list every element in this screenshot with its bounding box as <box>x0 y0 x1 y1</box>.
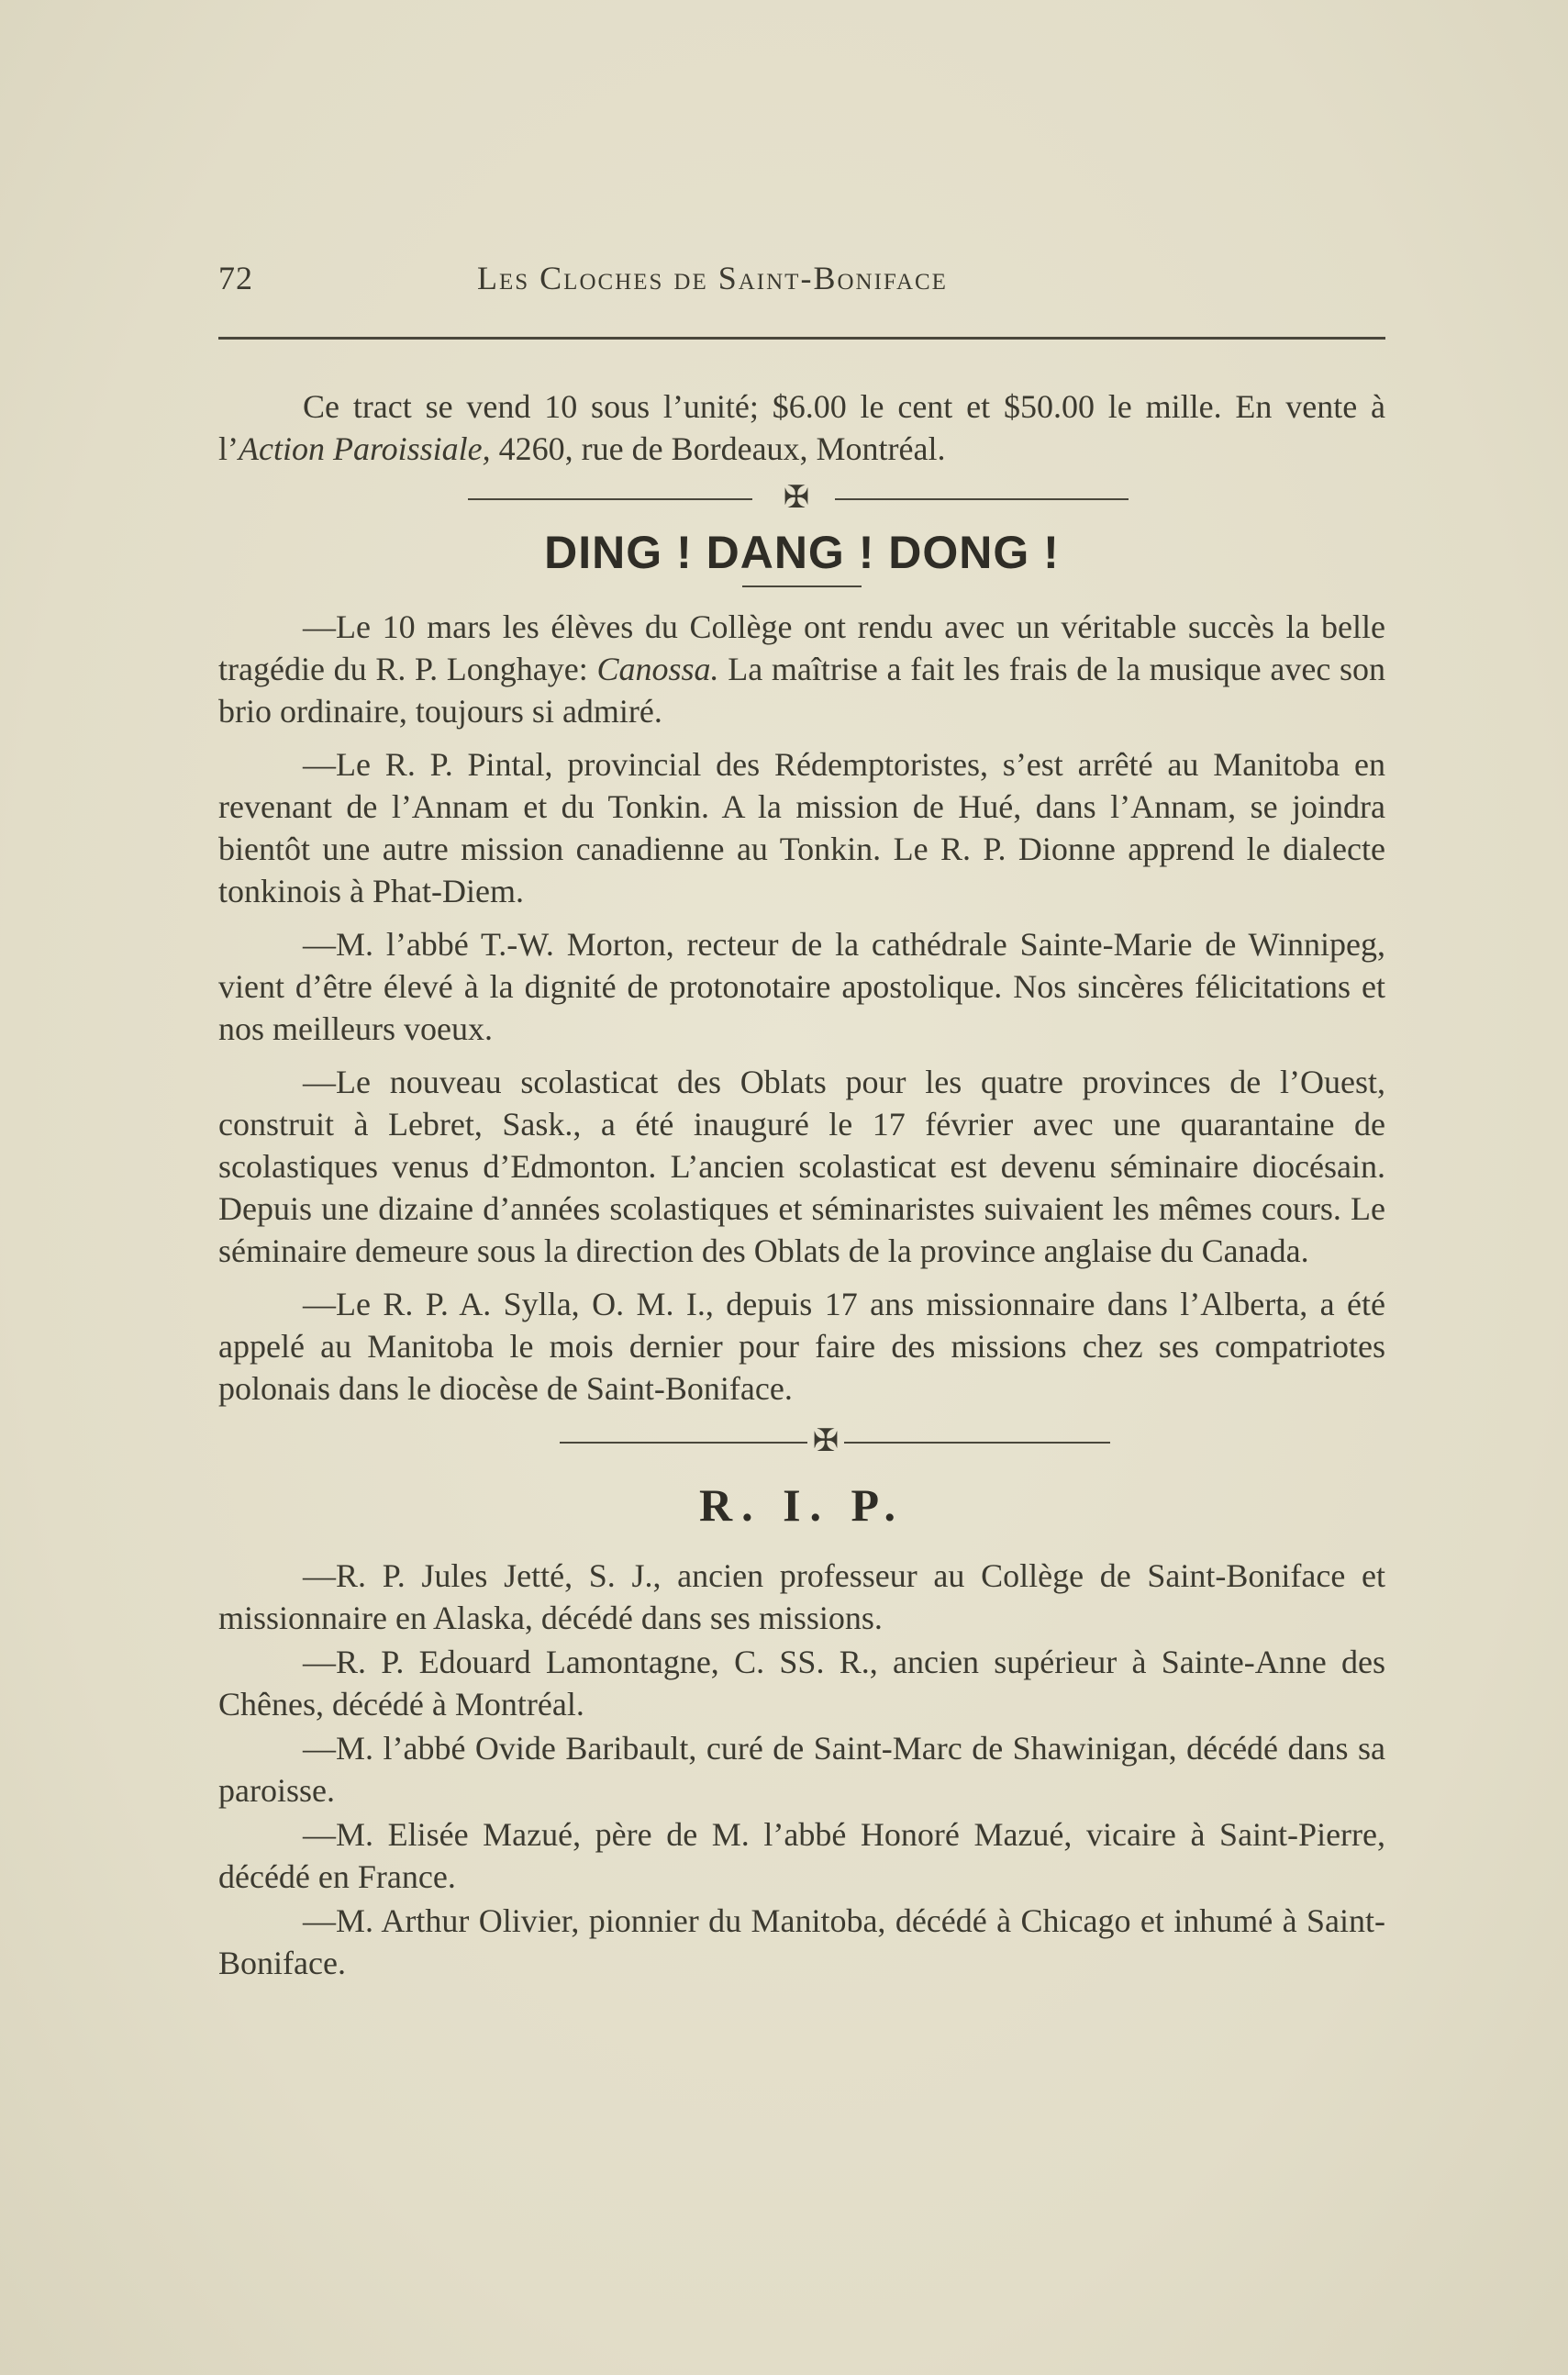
page-number: 72 <box>218 260 253 296</box>
cross-ornament-icon: ✠ <box>783 481 810 515</box>
obituary-entry: —M. Arthur Olivier, pionnier du Manitoba, décédé à Chicago et inhumé à Saint-Boniface. <box>218 1902 1385 1981</box>
play-title: Canossa. <box>596 651 719 687</box>
paragraph-text: —Le 10 mars les élèves du Collège ont rendu avec un véritable succès la belle tragédie du R. P. Longhaye: <box>218 608 1385 687</box>
intro-text-end: 4260, rue de Bordeaux, Montréal. <box>490 430 946 467</box>
obituary-entry: —R. P. Jules Jetté, S. J., ancien professeur au Collège de Saint-Boniface et missionnaire en Alaska, décédé dans ses missions. <box>218 1557 1385 1636</box>
section-divider <box>218 481 1385 516</box>
cross-ornament-icon: ✠ <box>812 1424 840 1458</box>
news-paragraph <box>218 923 1385 1050</box>
paragraph-text: —Le R. P. A. Sylla, O. M. I., depuis 17 ans missionnaire dans l’Alberta, a été appelé au Manitoba le mois dernier pour faire des missions chez ses compatriotes polonais dans le diocèse de Saint-Boniface. <box>218 1286 1385 1407</box>
running-title: Les Cloches de Saint-Boniface <box>477 260 948 296</box>
obituary-entry: —R. P. Edouard Lamontagne, C. SS. R., ancien supérieur à Sainte-Anne des Chênes, décédé à Montréal. <box>218 1644 1385 1723</box>
obituary-entry: —M. Elisée Mazué, père de M. l’abbé Honoré Mazué, vicaire à Saint-Pierre, décédé en France. <box>218 1816 1385 1895</box>
news-paragraph <box>218 1061 1385 1272</box>
intro-text: Ce tract se vend 10 sous l’unité; $6.00 le cent et $50.00 le mille. En vente à l’ <box>218 388 1385 467</box>
divider-line <box>560 1442 807 1444</box>
divider-line <box>835 498 1129 500</box>
page-content <box>218 385 1385 1986</box>
news-paragraph <box>218 1283 1385 1410</box>
news-paragraph <box>218 743 1385 912</box>
section-divider <box>218 1424 1385 1459</box>
intro-italic: Action Paroissiale, <box>239 430 491 467</box>
title-underline <box>742 585 862 587</box>
header-rule <box>218 337 1385 340</box>
divider-line <box>468 498 752 500</box>
paragraph-text: La maîtrise a fait les frais de la musique avec son brio ordinaire, toujours si admiré. <box>218 651 1386 730</box>
news-paragraph <box>218 606 1385 732</box>
spacer <box>218 1533 1385 1555</box>
section-title-ding-dang-dong: DING ! DANG ! DONG ! <box>544 527 1060 578</box>
divider-line <box>844 1442 1110 1444</box>
paragraph-text: —M. l’abbé T.-W. Morton, recteur de la cathédrale Sainte-Marie de Winnipeg, vient d’être élevé à la dignité de protonotaire apostolique. Nos sincères félicitations et nos meilleurs voeux. <box>218 926 1385 1047</box>
paragraph-text: —Le R. P. Pintal, provincial des Rédemptoristes, s’est arrêté au Manitoba en revenant de l’Annam et du Tonkin. A la mission de Hué, dans l’Annam, se joindra bientôt une autre mission canadienne au Tonkin. Le R. P. Dionne apprend le dialecte tonkinois à Phat-Diem. <box>218 746 1385 909</box>
intro-paragraph <box>218 385 1385 470</box>
obituary-entry: —M. l’abbé Ovide Baribault, curé de Saint-Marc de Shawinigan, décédé dans sa paroisse. <box>218 1730 1385 1809</box>
section-title-rip: R. I. P. <box>698 1479 906 1531</box>
page-header <box>218 259 1385 314</box>
paragraph-text: —Le nouveau scolasticat des Oblats pour les quatre provinces de l’Ouest, construit à Lebret, Sask., a été inauguré le 17 février avec une quarantaine de scolastiques venus d’Edmonton. L’ancien scolasticat est devenu séminaire diocésain. Depuis une dizaine d’années scolastiques et séminaristes suivaient les mêmes cours. Le séminaire demeure sous la direction des Oblats de la province anglaise du Canada. <box>218 1064 1385 1269</box>
